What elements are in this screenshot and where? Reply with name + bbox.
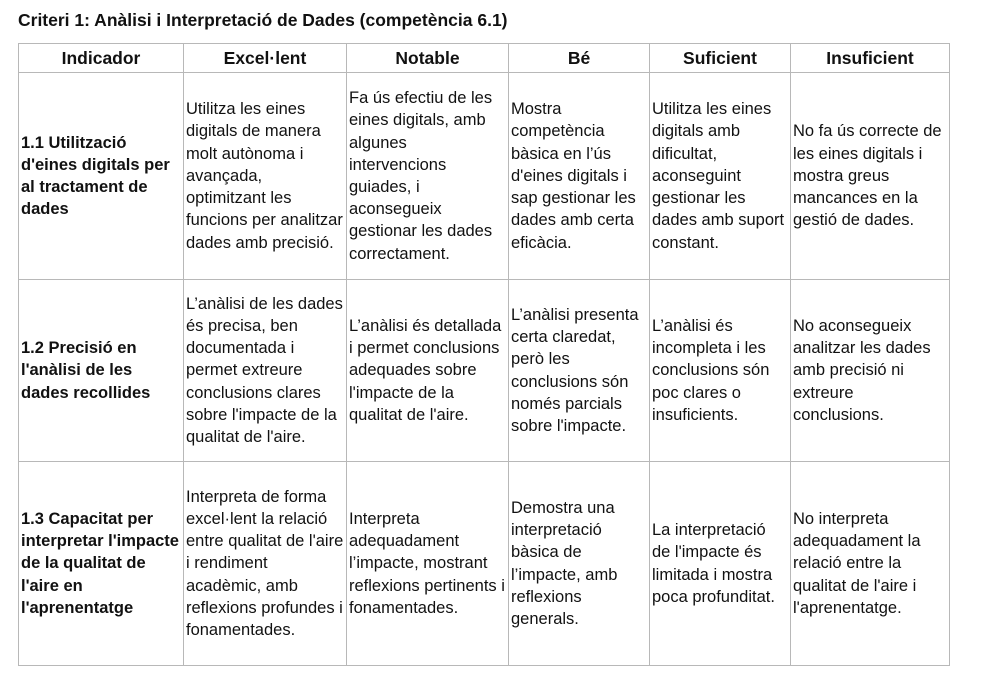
table-row — [19, 462, 950, 666]
level-cell-excellent: Utilitza les eines digitals de manera molt autònoma i avançada, optimitzant les funcions per analitzar dades amb precisió. — [184, 73, 347, 280]
level-cell-notable: Fa ús efectiu de les eines digitals, amb algunes intervencions guiades, i aconsegueix gestionar les dades correctament. — [347, 73, 509, 280]
column-header-notable: Notable — [347, 44, 509, 73]
level-cell-be: Demostra una interpretació bàsica de l’impacte, amb reflexions generals. — [509, 462, 650, 666]
level-cell-insuficient: No aconsegueix analitzar les dades amb precisió ni extreure conclusions. — [791, 280, 950, 462]
level-cell-excellent: L’anàlisi de les dades és precisa, ben documentada i permet extreure conclusions clares sobre l'impacte de la qualitat de l'aire. — [184, 280, 347, 462]
level-cell-insuficient: No fa ús correcte de les eines digitals i mostra greus mancances en la gestió de dades. — [791, 73, 950, 280]
page-title: Criteri 1: Anàlisi i Interpretació de Dades (competència 6.1) — [18, 10, 508, 30]
column-header-excellent: Excel·lent — [184, 44, 347, 73]
indicator-cell: 1.1 Utilització d'eines digitals per al tractament de dades — [19, 73, 184, 280]
table-row — [19, 280, 950, 462]
level-cell-suficient: La interpretació de l'impacte és limitada i mostra poca profunditat. — [650, 462, 791, 666]
column-header-indicador: Indicador — [19, 44, 184, 73]
table-row — [19, 73, 950, 280]
level-cell-notable: Interpreta adequadament l’impacte, mostrant reflexions pertinents i fonamentades. — [347, 462, 509, 666]
column-header-insuficient: Insuficient — [791, 44, 950, 73]
level-cell-notable: L’anàlisi és detallada i permet conclusions adequades sobre l'impacte de la qualitat de l'aire. — [347, 280, 509, 462]
level-cell-suficient: Utilitza les eines digitals amb dificultat, aconseguint gestionar les dades amb suport constant. — [650, 73, 791, 280]
rubric-table — [18, 43, 950, 666]
header-row — [19, 44, 950, 73]
level-cell-suficient: L’anàlisi és incompleta i les conclusions són poc clares o insuficients. — [650, 280, 791, 462]
indicator-cell: 1.2 Precisió en l'anàlisi de les dades recollides — [19, 280, 184, 462]
level-cell-excellent: Interpreta de forma excel·lent la relació entre qualitat de l'aire i rendiment acadèmic, amb reflexions profundes i fonamentades. — [184, 462, 347, 666]
level-cell-be: Mostra competència bàsica en l’ús d'eines digitals i sap gestionar les dades amb certa eficàcia. — [509, 73, 650, 280]
level-cell-be: L’anàlisi presenta certa claredat, però les conclusions són només parcials sobre l'impacte. — [509, 280, 650, 462]
column-header-suficient: Suficient — [650, 44, 791, 73]
indicator-cell: 1.3 Capacitat per interpretar l'impacte de la qualitat de l'aire en l'aprenentatge — [19, 462, 184, 666]
level-cell-insuficient: No interpreta adequadament la relació entre la qualitat de l'aire i l'aprenentatge. — [791, 462, 950, 666]
column-header-be: Bé — [509, 44, 650, 73]
